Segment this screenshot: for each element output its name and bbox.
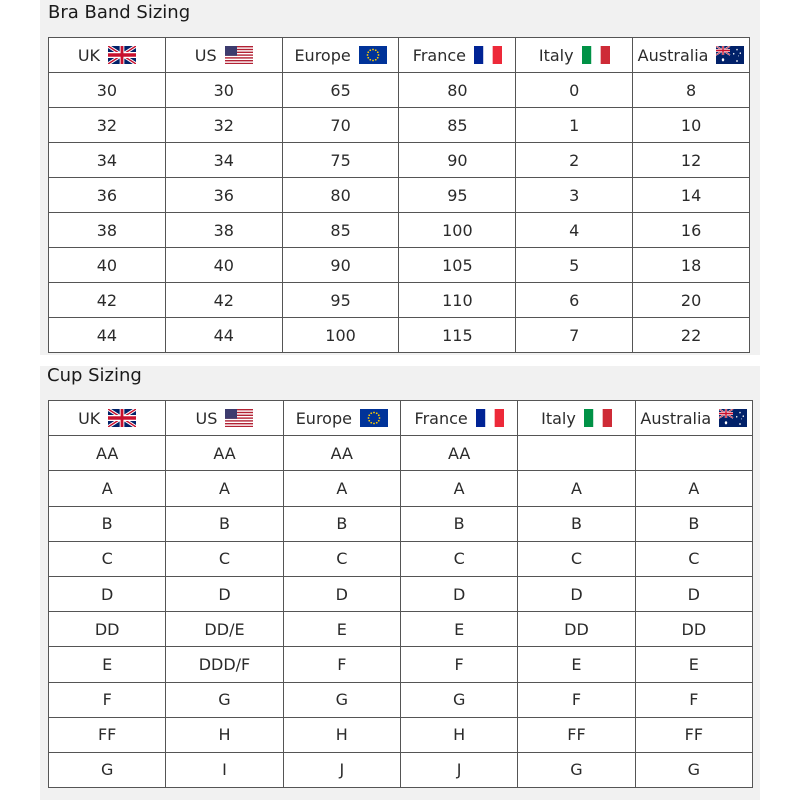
table-cell: B bbox=[400, 506, 517, 541]
table-cell: 1 bbox=[516, 108, 633, 143]
table-cell: C bbox=[283, 541, 400, 576]
table-cell: 8 bbox=[633, 73, 750, 108]
band-sizing-table bbox=[48, 37, 750, 353]
table-cell: 34 bbox=[49, 143, 166, 178]
table-row bbox=[49, 108, 750, 143]
column-label: UK bbox=[78, 408, 101, 428]
table-cell: B bbox=[635, 506, 752, 541]
table-cell: 90 bbox=[282, 248, 399, 283]
table-cell: F bbox=[400, 647, 517, 682]
table-cell: AA bbox=[283, 436, 400, 471]
column-header-uk bbox=[49, 38, 166, 73]
column-label: France bbox=[412, 45, 466, 65]
table-cell: 80 bbox=[399, 73, 516, 108]
table-row bbox=[49, 576, 753, 611]
table-cell: D bbox=[49, 576, 166, 611]
table-cell: 38 bbox=[49, 213, 166, 248]
table-cell: 14 bbox=[633, 178, 750, 213]
table-cell: 36 bbox=[49, 178, 166, 213]
table-cell: B bbox=[49, 506, 166, 541]
table-cell: 2 bbox=[516, 143, 633, 178]
table-cell: A bbox=[49, 471, 166, 506]
table-cell: G bbox=[635, 752, 752, 787]
table-cell: 65 bbox=[282, 73, 399, 108]
table-cell: 5 bbox=[516, 248, 633, 283]
table-cell: 6 bbox=[516, 283, 633, 318]
table-cell: F bbox=[518, 682, 635, 717]
eu-flag-icon bbox=[359, 46, 387, 64]
table-cell: 44 bbox=[49, 318, 166, 353]
table-cell: DD bbox=[635, 612, 752, 647]
table-row bbox=[49, 213, 750, 248]
table-cell: A bbox=[400, 471, 517, 506]
uk-flag-icon bbox=[108, 46, 136, 64]
table-cell: 40 bbox=[49, 248, 166, 283]
table-cell: AA bbox=[166, 436, 283, 471]
table-cell: G bbox=[283, 682, 400, 717]
table-row bbox=[49, 682, 753, 717]
table-row bbox=[49, 318, 750, 353]
table-cell: 100 bbox=[399, 213, 516, 248]
table-cell: F bbox=[49, 682, 166, 717]
table-cell: F bbox=[635, 682, 752, 717]
table-cell: 30 bbox=[165, 73, 282, 108]
table-cell bbox=[635, 436, 752, 471]
column-label: Europe bbox=[294, 45, 351, 65]
column-header-australia bbox=[633, 38, 750, 73]
table-cell: B bbox=[283, 506, 400, 541]
table-cell: 115 bbox=[399, 318, 516, 353]
table-cell: 0 bbox=[516, 73, 633, 108]
table-row bbox=[49, 73, 750, 108]
table-cell: G bbox=[49, 752, 166, 787]
cup-sizing-table bbox=[48, 400, 753, 788]
column-header-us bbox=[165, 38, 282, 73]
table-row bbox=[49, 612, 753, 647]
table-cell: FF bbox=[49, 717, 166, 752]
table-cell: 70 bbox=[282, 108, 399, 143]
table-cell: 40 bbox=[165, 248, 282, 283]
column-header-australia bbox=[635, 401, 752, 436]
table-cell: DD/E bbox=[166, 612, 283, 647]
column-label: France bbox=[414, 408, 468, 428]
table-cell: 80 bbox=[282, 178, 399, 213]
table-cell: 12 bbox=[633, 143, 750, 178]
column-label: Australia bbox=[637, 45, 709, 65]
table-cell: 105 bbox=[399, 248, 516, 283]
column-label: UK bbox=[77, 45, 101, 65]
table-cell: 42 bbox=[165, 283, 282, 318]
table-cell: 18 bbox=[633, 248, 750, 283]
table-cell: I bbox=[166, 752, 283, 787]
table-cell: 85 bbox=[282, 213, 399, 248]
header-row bbox=[49, 38, 750, 73]
table-cell: A bbox=[283, 471, 400, 506]
us-flag-icon bbox=[225, 46, 253, 64]
column-header-us bbox=[166, 401, 283, 436]
table-cell: G bbox=[400, 682, 517, 717]
table-cell: D bbox=[635, 576, 752, 611]
column-label: Australia bbox=[640, 408, 712, 428]
column-label: US bbox=[195, 408, 218, 428]
table-cell: 22 bbox=[633, 318, 750, 353]
us-flag-icon bbox=[225, 409, 253, 427]
table-cell: FF bbox=[635, 717, 752, 752]
italy-flag-icon bbox=[582, 46, 610, 64]
table-cell: 100 bbox=[282, 318, 399, 353]
table-cell: J bbox=[283, 752, 400, 787]
table-row bbox=[49, 717, 753, 752]
table-cell: 30 bbox=[49, 73, 166, 108]
table-cell: E bbox=[400, 612, 517, 647]
header-row bbox=[49, 401, 753, 436]
table-cell: 32 bbox=[165, 108, 282, 143]
column-header-europe bbox=[283, 401, 400, 436]
table-cell: B bbox=[518, 506, 635, 541]
table-cell: D bbox=[283, 576, 400, 611]
table-cell: C bbox=[518, 541, 635, 576]
column-label: US bbox=[194, 45, 217, 65]
table-row bbox=[49, 178, 750, 213]
table-cell: 38 bbox=[165, 213, 282, 248]
france-flag-icon bbox=[476, 409, 504, 427]
table-cell: 85 bbox=[399, 108, 516, 143]
column-label: Europe bbox=[295, 408, 352, 428]
table-cell: 4 bbox=[516, 213, 633, 248]
table-cell: C bbox=[49, 541, 166, 576]
table-cell: F bbox=[283, 647, 400, 682]
column-header-italy bbox=[516, 38, 633, 73]
column-header-europe bbox=[282, 38, 399, 73]
table-cell: FF bbox=[518, 717, 635, 752]
table-cell: J bbox=[400, 752, 517, 787]
table-row bbox=[49, 283, 750, 318]
table-cell: C bbox=[635, 541, 752, 576]
table-cell: DDD/F bbox=[166, 647, 283, 682]
table-cell: E bbox=[49, 647, 166, 682]
table-cell: C bbox=[166, 541, 283, 576]
table-cell: 7 bbox=[516, 318, 633, 353]
table-cell: H bbox=[166, 717, 283, 752]
table-cell: 110 bbox=[399, 283, 516, 318]
table-cell: A bbox=[166, 471, 283, 506]
table-cell: C bbox=[400, 541, 517, 576]
australia-flag-icon bbox=[716, 46, 744, 64]
table-cell: 44 bbox=[165, 318, 282, 353]
table-cell: 95 bbox=[399, 178, 516, 213]
column-header-uk bbox=[49, 401, 166, 436]
cup-sizing-title: Cup Sizing bbox=[47, 365, 142, 386]
band-sizing-title: Bra Band Sizing bbox=[48, 2, 191, 23]
table-cell: 90 bbox=[399, 143, 516, 178]
table-cell: 32 bbox=[49, 108, 166, 143]
table-cell: 95 bbox=[282, 283, 399, 318]
table-cell: B bbox=[166, 506, 283, 541]
table-cell: E bbox=[635, 647, 752, 682]
table-row bbox=[49, 506, 753, 541]
table-cell bbox=[518, 436, 635, 471]
table-cell: 16 bbox=[633, 213, 750, 248]
table-cell: AA bbox=[400, 436, 517, 471]
table-row bbox=[49, 541, 753, 576]
france-flag-icon bbox=[474, 46, 502, 64]
table-cell: 10 bbox=[633, 108, 750, 143]
eu-flag-icon bbox=[360, 409, 388, 427]
table-cell: DD bbox=[49, 612, 166, 647]
table-cell: G bbox=[166, 682, 283, 717]
table-row bbox=[49, 471, 753, 506]
table-row bbox=[49, 436, 753, 471]
table-cell: H bbox=[283, 717, 400, 752]
table-cell: A bbox=[635, 471, 752, 506]
table-cell: DD bbox=[518, 612, 635, 647]
table-cell: 20 bbox=[633, 283, 750, 318]
column-label: Italy bbox=[538, 45, 574, 65]
table-cell: 42 bbox=[49, 283, 166, 318]
table-cell: A bbox=[518, 471, 635, 506]
column-label: Italy bbox=[541, 408, 576, 428]
italy-flag-icon bbox=[584, 409, 612, 427]
column-header-france bbox=[399, 38, 516, 73]
table-cell: E bbox=[518, 647, 635, 682]
table-row bbox=[49, 248, 750, 283]
table-cell: 36 bbox=[165, 178, 282, 213]
table-row bbox=[49, 752, 753, 787]
column-header-italy bbox=[518, 401, 635, 436]
table-cell: AA bbox=[49, 436, 166, 471]
australia-flag-icon bbox=[719, 409, 747, 427]
table-cell: D bbox=[166, 576, 283, 611]
table-cell: G bbox=[518, 752, 635, 787]
table-cell: 3 bbox=[516, 178, 633, 213]
table-cell: 34 bbox=[165, 143, 282, 178]
table-cell: D bbox=[518, 576, 635, 611]
table-cell: E bbox=[283, 612, 400, 647]
table-cell: 75 bbox=[282, 143, 399, 178]
column-header-france bbox=[400, 401, 517, 436]
uk-flag-icon bbox=[108, 409, 136, 427]
table-row bbox=[49, 143, 750, 178]
table-cell: H bbox=[400, 717, 517, 752]
table-row bbox=[49, 647, 753, 682]
table-cell: D bbox=[400, 576, 517, 611]
